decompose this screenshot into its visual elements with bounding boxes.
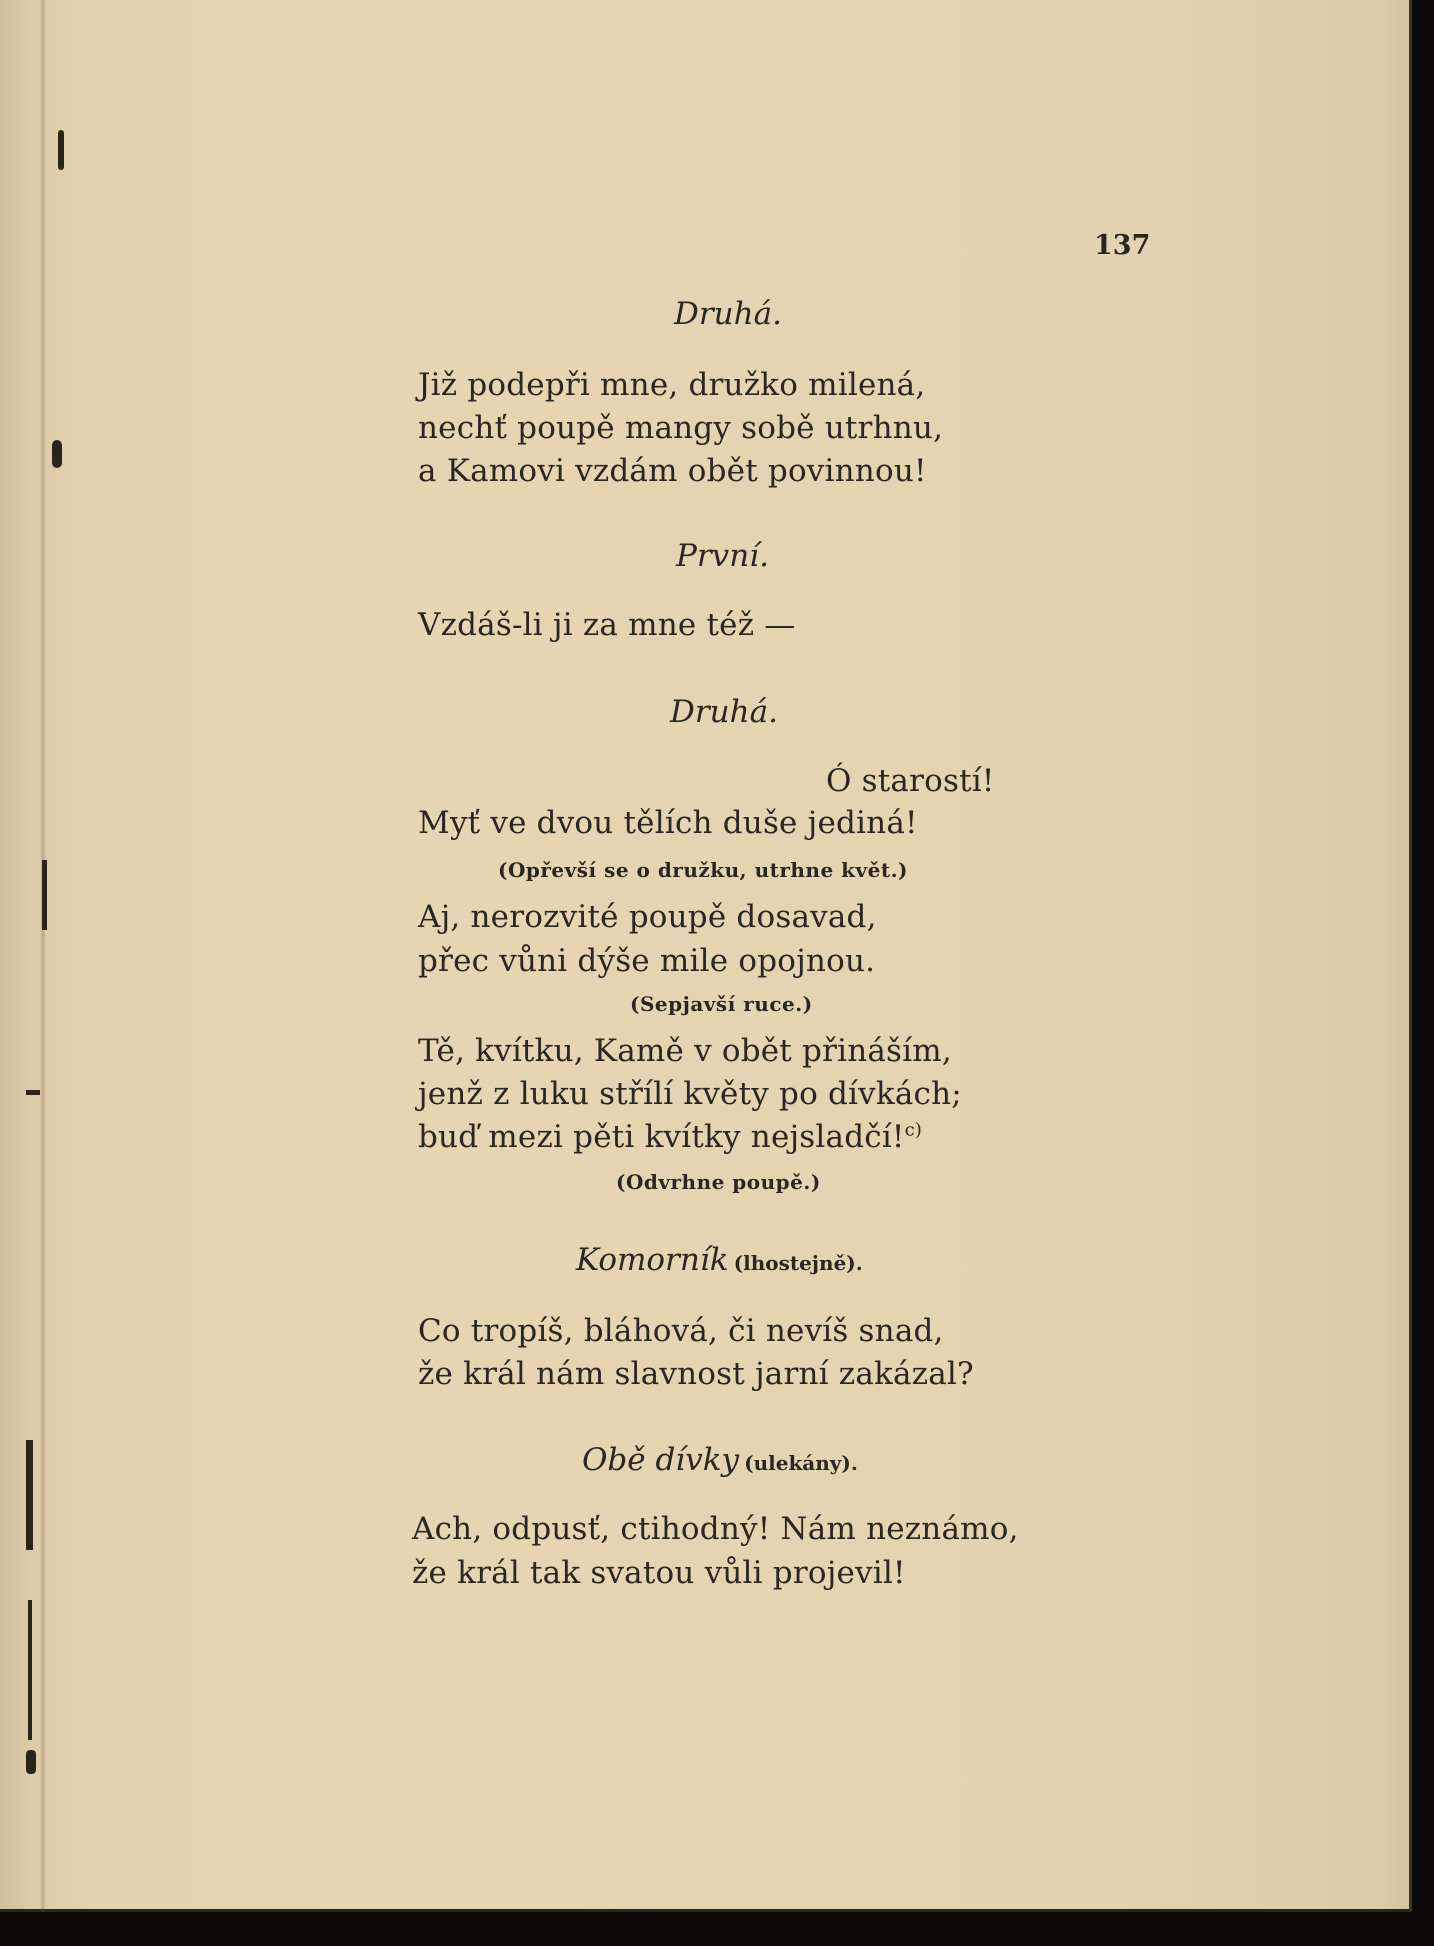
verse-line: přec vůni dýše mile opojnou. — [418, 943, 876, 979]
speaker-name: Druhá. — [670, 694, 778, 730]
speaker-aside: (lhostejně). — [733, 1251, 863, 1275]
speaker-name: Obě dívky — [582, 1442, 740, 1478]
verse-line: že král nám slavnost jarní zakázal? — [418, 1356, 974, 1392]
speaker-name: Druhá. — [674, 296, 782, 332]
binding-mark — [26, 1750, 36, 1774]
stage-direction: (Odvrhne poupě.) — [616, 1170, 821, 1194]
verse-line: Ach, odpusť, ctihodný! Nám neznámo, — [412, 1511, 1019, 1547]
binding-mark — [58, 130, 64, 170]
page-gutter-shadow — [40, 0, 46, 1912]
stage-direction: (Opřevší se o družku, utrhne květ.) — [498, 858, 909, 882]
binding-mark — [28, 1600, 32, 1740]
verse-line: buď mezi pěti kvítky nejsladčí! — [418, 1119, 905, 1155]
verse-line: Již podepři mne, družko milená, — [418, 367, 926, 403]
verse-line: Vzdáš-li ji za mne též — — [418, 607, 796, 643]
verse-line: Tě, kvítku, Kamě v obět přináším, — [418, 1033, 952, 1069]
speaker-name: Komorník — [576, 1242, 729, 1278]
binding-mark — [52, 440, 62, 468]
speaker-name: První. — [676, 538, 769, 574]
verse-line: a Kamovi vzdám obět povinnou! — [418, 453, 927, 489]
verse-line: Aj, nerozvité poupě dosavad, — [418, 899, 877, 935]
verse-line: nechť poupě mangy sobě utrhnu, — [418, 410, 944, 446]
stage-direction: (Sepjavší ruce.) — [630, 992, 813, 1016]
verse-line: jenž z luku střílí květy po dívkách; — [418, 1076, 962, 1112]
speaker-heading — [582, 1442, 858, 1478]
verse-line: Ó starostí! — [826, 763, 995, 799]
binding-mark — [42, 860, 47, 930]
verse-line: že král tak svatou vůli projevil! — [412, 1555, 906, 1591]
binding-mark — [26, 1440, 33, 1550]
verse-line: Myť ve dvou tělích duše jediná! — [418, 805, 918, 841]
verse-line-with-footnote — [418, 1116, 922, 1159]
binding-mark — [26, 1090, 40, 1095]
speaker-heading — [576, 1242, 863, 1278]
speaker-aside: (ulekány). — [744, 1451, 858, 1475]
page-number: 137 — [1094, 230, 1151, 261]
footnote-marker[interactable]: c) — [904, 1119, 923, 1141]
verse-line: Co tropíš, bláhová, či nevíš snad, — [418, 1313, 944, 1349]
